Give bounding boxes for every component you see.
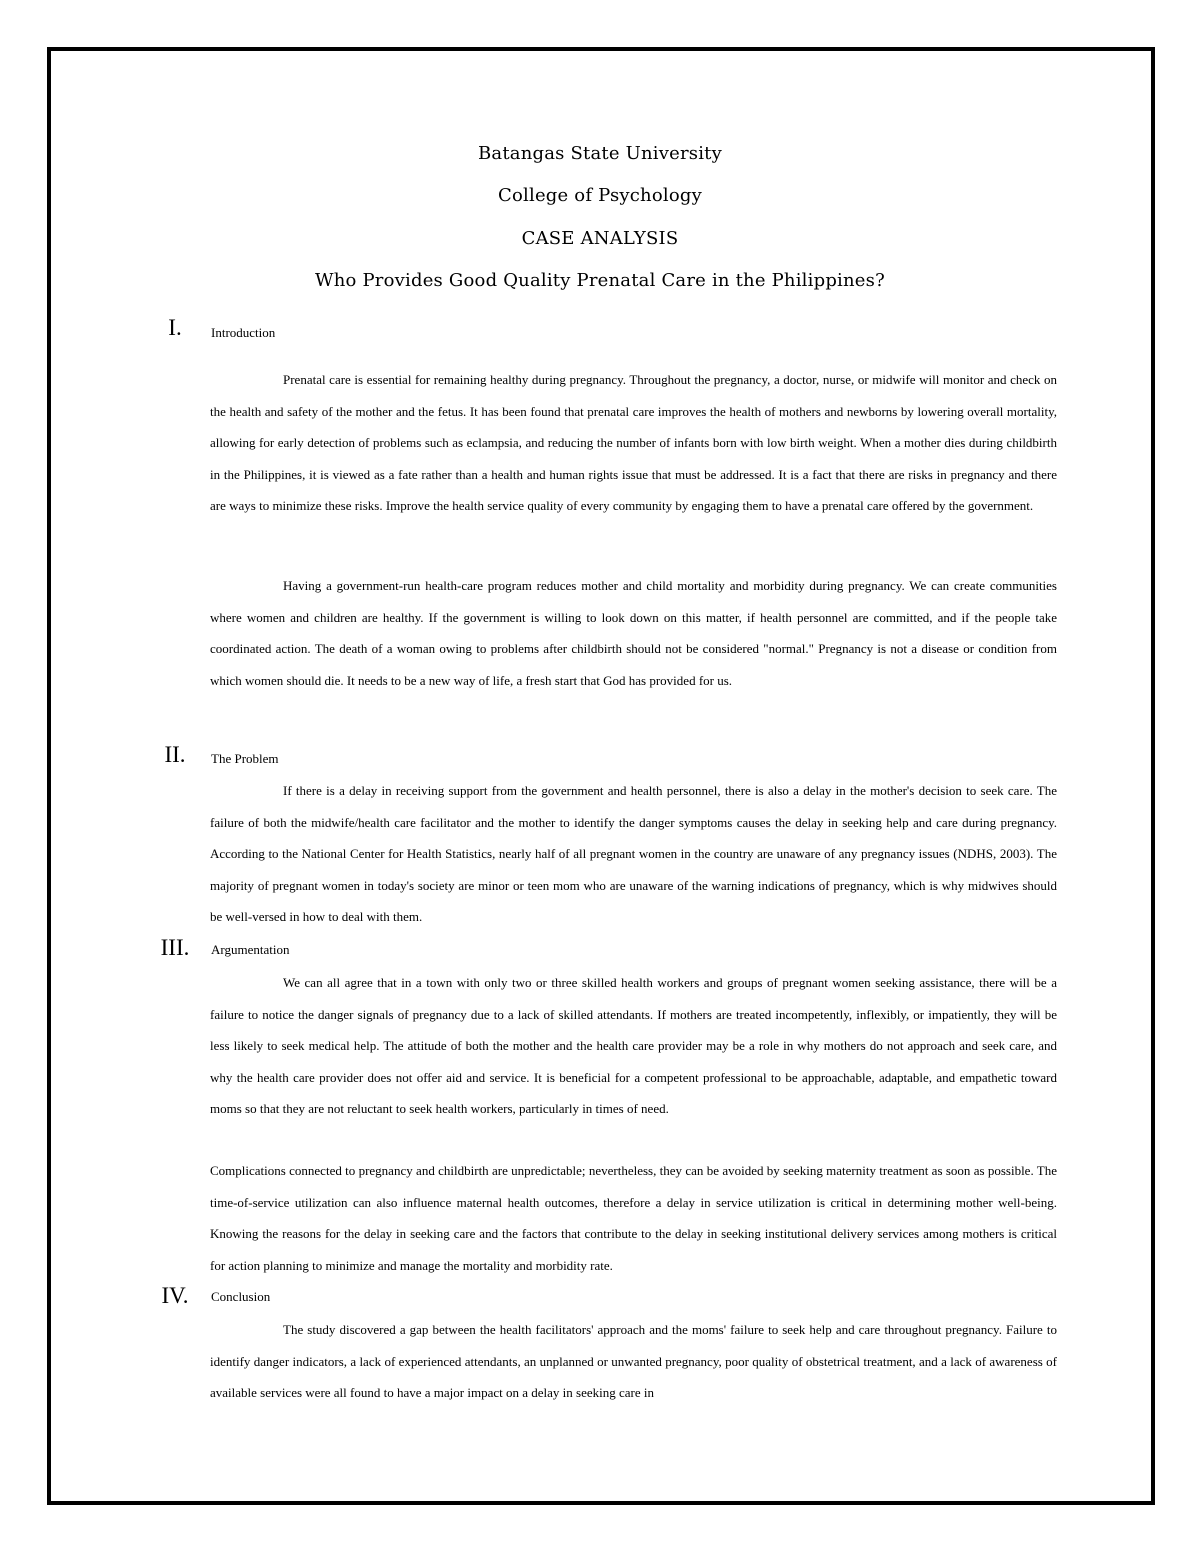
document-type: CASE ANALYSIS — [521, 228, 679, 249]
college-name: College of Psychology — [498, 185, 702, 206]
section-title-problem: The Problem — [211, 751, 279, 766]
paragraph: We can all agree that in a town with only two or three skilled health workers and groups of pregnant women seeking assistance, there will be a failure to notice the danger signals of pregnancy due to a lack of skilled attendants. If mothers are treated incompetently, inflexibly, or impatiently, they will be less likely to seek medical help. The attitude of both the mother and the health care provider may be a role in why mothers do not approach and seek care, and why the health care provider does not offer aid and service. It is beneficial for a competent professional to be approachable, adaptable, and empathetic toward moms so that they are not reluctant to seek health workers, particularly in times of need. — [210, 975, 1057, 1116]
paragraph: Having a government-run health-care program reduces mother and child mortality and morbidity during pregnancy. We can create communities where women and children are healthy. If the government is willing to look down on this matter, if health personnel are committed, and if the people take coordinated action. The death of a woman owing to problems after childbirth should not be considered "normal." Pregnancy is not a disease or condition from which women should die. It needs to be a new way of life, a fresh start that God has provided for us. — [210, 578, 1057, 688]
paragraph: Prenatal care is essential for remaining healthy during pregnancy. Throughout the pregnancy, a doctor, nurse, or midwife will monitor and check on the health and safety of the mother and the fetus. It has been found that prenatal care improves the health of mothers and newborns by lowering overall mortality, allowing for early detection of problems such as eclampsia, and reducing the number of infants born with low birth weight. When a mother dies during childbirth in the Philippines, it is viewed as a fate rather than a health and human rights issue that must be addressed. It is a fact that there are risks in pregnancy and there are ways to minimize these risks. Improve the health service quality of every community by engaging them to have a prenatal care offered by the government. — [210, 372, 1057, 513]
section-title-conclusion: Conclusion — [211, 1289, 271, 1304]
section-title-argumentation: Argumentation — [211, 942, 290, 957]
paragraph: If there is a delay in receiving support from the government and health personnel, there is also a delay in the mother's decision to seek care. The failure of both the midwife/health care facilitator and the mother to identify the danger symptoms causes the delay in seeking help and care during pregnancy. According to the National Center for Health Statistics, nearly half of all pregnant women in the country are unaware of any pregnancy issues (NDHS, 2003). The majority of pregnant women in today's society are minor or teen mom who are unaware of the warning indications of pregnancy, which is why midwives should be well-versed in how to deal with them. — [210, 783, 1057, 924]
paragraph: The study discovered a gap between the health facilitators' approach and the moms' failure to seek help and care throughout pregnancy. Failure to identify danger indicators, a lack of experienced attendants, an unplanned or unwanted pregnancy, poor quality of obstetrical treatment, and a lack of awareness of available services were all found to have a major impact on a delay in seeking care in — [210, 1322, 1057, 1400]
section-numeral: IV. — [161, 1283, 189, 1308]
paragraph: Complications connected to pregnancy and childbirth are unpredictable; nevertheless, they can be avoided by seeking maternity treatment as soon as possible. The time-of-service utilization can also influence maternal health outcomes, therefore a delay in service utilization is critical in determining mother well-being. Knowing the reasons for the delay in seeking care and the factors that contribute to the delay in seeking institutional delivery services among mothers is critical for action planning to minimize and manage the mortality and morbidity rate. — [210, 1163, 1057, 1273]
university-name: Batangas State University — [478, 143, 722, 164]
document-title: Who Provides Good Quality Prenatal Care in the Philippines? — [315, 270, 885, 291]
section-numeral: I. — [168, 315, 182, 340]
section-title-introduction: Introduction — [211, 325, 276, 340]
section-numeral: III. — [160, 935, 190, 960]
section-numeral: II. — [164, 742, 186, 767]
